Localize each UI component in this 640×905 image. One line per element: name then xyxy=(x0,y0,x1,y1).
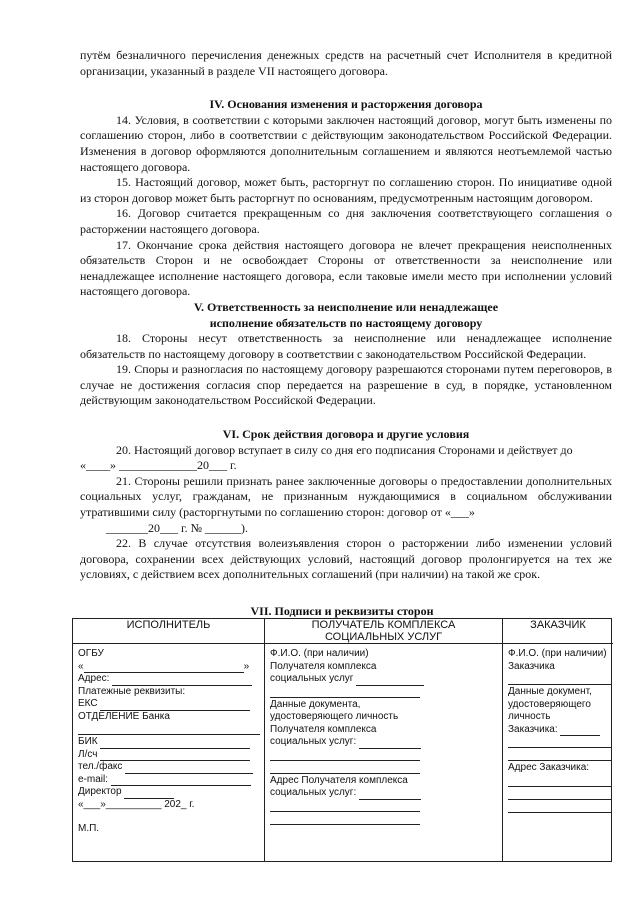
recipient-address-field-2[interactable] xyxy=(270,800,420,812)
recipient-doc-field-2[interactable] xyxy=(270,749,420,761)
recipient-doc-field-3[interactable] xyxy=(270,762,420,774)
eks-label: ЕКС xyxy=(78,698,98,709)
clause-20-date: «____» _____________20___ г. xyxy=(80,458,237,473)
sign-date: «___»__________ 202_ г. xyxy=(78,798,195,810)
director-signature-field[interactable] xyxy=(124,788,174,799)
customer-address-field-3[interactable] xyxy=(508,801,611,813)
customer-doc-field-2[interactable] xyxy=(508,736,611,748)
intro-paragraph: путём безналичного перечисления денежных средств на расчетный счет Исполнителя в кредитной организации, указанный в разделе VII настоящего договора. xyxy=(80,48,612,78)
section-7-title: VII. Подписи и реквизиты сторон xyxy=(250,604,434,618)
executor-column: ИСПОЛНИТЕЛЬ ОГБУ « » Адрес: Платежные реквизиты: ЕКС ОТДЕЛЕНИЕ Банка БИК Л/сч тел./факс e-mail: Директор «___»__________ 202_ г. М.П. xyxy=(73,619,265,861)
clause-16: 16. Договор считается прекращенным со дня заключения соответствующего соглашения о расторжении настоящего договора. xyxy=(80,206,612,236)
email-field[interactable] xyxy=(111,775,251,786)
recipient-column: ПОЛУЧАТЕЛЬ КОМПЛЕКСА СОЦИАЛЬНЫХ УСЛУГ Ф.И.О. (при наличии) Получателя комплекса социальных услуг Данные документа, удостоверяющего личность Получателя комплекса социальных услуг: Адрес Получателя комплекса социальных услуг: xyxy=(265,619,503,861)
customer-header: ЗАКАЗЧИК xyxy=(503,619,613,644)
account-label: Л/сч xyxy=(78,748,98,760)
org-label: ОГБУ xyxy=(78,648,104,659)
bank-label: ОТДЕЛЕНИЕ Банка xyxy=(78,710,170,722)
address-field[interactable] xyxy=(112,675,252,686)
recipient-fio-field-2[interactable] xyxy=(270,686,420,698)
section-5-title-line1: V. Ответственность за неисполнение или ненадлежащее xyxy=(193,299,499,314)
signatures-table xyxy=(72,618,612,862)
recipient-address-field[interactable] xyxy=(359,789,421,800)
clause-20: 20. Настоящий договор вступает в силу со дня его подписания Сторонами и действует до xyxy=(116,442,573,457)
account-field[interactable] xyxy=(100,750,250,761)
recipient-address-field-3[interactable] xyxy=(270,813,420,825)
director-label: Директор xyxy=(78,786,122,797)
eks-field[interactable] xyxy=(100,700,250,711)
customer-address-field-2[interactable] xyxy=(508,788,611,800)
recipient-fio-label: Ф.И.О. (при наличии) xyxy=(270,648,369,659)
clause-22: 22. В случае отсутствия волеизъявления сторон о расторжении либо изменении условий договора, сохранении всех действующих условий, настоящий договор пролонгируется на тех же условиях, с действием всех дополнительных соглашений (при наличии) на такой же срок. xyxy=(80,536,612,582)
clause-15: 15. Настоящий договор, может быть, расторгнут по соглашению сторон. По инициативе одной из сторон договор может быть расторгнут по основаниям, предусмотренным настоящим договором. xyxy=(80,175,612,205)
clause-17: 17. Окончание срока действия настоящего договора не влечет прекращения неисполненных обязательств Сторон и не освобождает Стороны от ответственности за неисполнение или ненадлежащее исполнение настоящего договора, если таковые имели место при исполнении условий настоящего договора. xyxy=(80,237,612,299)
clause-21: 21. Стороны решили признать ранее заключенные договоры о предоставлении дополнительных социальных услуг, гражданам, не признанным нуждающимися в социальном обслуживании утратившими силу (расторгнутыми по соглашению сторон: договор от «___» xyxy=(80,473,612,520)
recipient-fio-field[interactable] xyxy=(356,675,424,686)
phone-field[interactable] xyxy=(125,763,253,774)
seal-label: М.П. xyxy=(78,823,100,834)
address-label: Адрес: xyxy=(78,673,110,684)
phone-label: тел./факс xyxy=(78,761,123,772)
bik-field[interactable] xyxy=(100,738,250,749)
executor-header: ИСПОЛНИТЕЛЬ xyxy=(73,619,264,644)
customer-address-field[interactable] xyxy=(508,775,611,787)
section-6-title: VI. Срок действия договора и другие условия xyxy=(222,427,470,442)
customer-column: ЗАКАЗЧИК Ф.И.О. (при наличии) Заказчика Данные документ, удостоверяющего личность Заказчика: Адрес Заказчика: xyxy=(503,619,613,861)
email-label: e-mail: xyxy=(78,773,109,785)
clause-18: 18. Стороны несут ответственность за неисполнение или ненадлежащее исполнение обязательств по настоящему договору в соответствии с законодательством Российской Федерации. xyxy=(80,331,612,361)
payment-label: Платежные реквизиты: xyxy=(78,685,186,697)
bik-label: БИК xyxy=(78,736,98,747)
clause-21-date: _______20___ г. № ______). xyxy=(106,520,249,535)
contract-page xyxy=(80,0,612,583)
recipient-header: ПОЛУЧАТЕЛЬ КОМПЛЕКСА СОЦИАЛЬНЫХ УСЛУГ xyxy=(265,619,502,644)
bank-field[interactable] xyxy=(78,723,260,735)
section-4-title: IV. Основания изменения и расторжения договора xyxy=(209,97,483,112)
customer-doc-field[interactable] xyxy=(560,725,600,736)
clause-14: 14. Условия, в соответствии с которыми заключен настоящий договор, могут быть изменены по соглашению сторон, либо в соответствии с действующим законодательством Российской Федерации. Изменения в договор оформляются дополнительным соглашением и являются неотъемлемой частью настоящего договора. xyxy=(80,112,612,174)
org-name-field[interactable] xyxy=(84,662,244,673)
section-5-title-line2: исполнение обязательств по настоящему договору xyxy=(209,315,483,330)
recipient-doc-field[interactable] xyxy=(359,738,421,749)
customer-fio-label: Ф.И.О. (при наличии) Заказчика xyxy=(508,648,607,672)
customer-fio-field[interactable] xyxy=(508,673,611,685)
customer-doc-field-3[interactable] xyxy=(508,749,611,761)
clause-19: 19. Споры и разногласия по настоящему договору разрешаются сторонами путем переговоров, в случае не достижения согласия спор передается на разрешение в суд, в порядке, установленном действующим законодательством Российской Федерации. xyxy=(80,362,612,408)
